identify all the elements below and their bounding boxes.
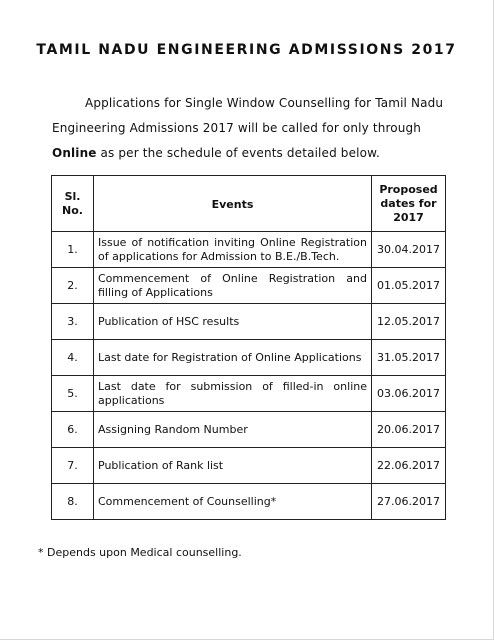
header-sl-no-line2: No. [62, 203, 83, 217]
row-event: Issue of notification inviting Online Registration of applications for Admission to B.E./B.Tech. [94, 232, 372, 268]
intro-text-before: Applications for Single Window Counselling for Tamil Nadu Engineering Admissions 2017 will be called for only through [52, 96, 444, 135]
header-events: Events [94, 176, 372, 232]
intro-paragraph [52, 91, 444, 166]
header-dates-line2: dates for [380, 196, 437, 210]
intro-bold-word: Online [52, 146, 97, 160]
table-row [52, 268, 446, 304]
footnote: * Depends upon Medical counselling. [38, 546, 242, 559]
row-number: 4. [52, 340, 94, 376]
row-date: 12.05.2017 [372, 304, 446, 340]
row-date: 30.04.2017 [372, 232, 446, 268]
table-row [52, 448, 446, 484]
header-dates-line3: 2017 [393, 210, 424, 224]
row-number: 1. [52, 232, 94, 268]
row-event: Commencement of Counselling* [94, 484, 372, 520]
row-event: Publication of HSC results [94, 304, 372, 340]
row-number: 6. [52, 412, 94, 448]
table-row [52, 232, 446, 268]
intro-text-after: as per the schedule of events detailed below. [96, 146, 380, 160]
row-date: 22.06.2017 [372, 448, 446, 484]
row-event: Last date for Registration of Online Applications [94, 340, 372, 376]
row-event: Assigning Random Number [94, 412, 372, 448]
table-row [52, 484, 446, 520]
header-dates-line1: Proposed [379, 182, 438, 196]
row-event: Commencement of Online Registration and filling of Applications [94, 268, 372, 304]
header-sl-no [52, 176, 94, 232]
header-dates [372, 176, 446, 232]
row-number: 8. [52, 484, 94, 520]
row-date: 31.05.2017 [372, 340, 446, 376]
page-title: TAMIL NADU ENGINEERING ADMISSIONS 2017 [36, 42, 457, 58]
row-date: 03.06.2017 [372, 376, 446, 412]
row-date: 27.06.2017 [372, 484, 446, 520]
row-number: 3. [52, 304, 94, 340]
row-date: 20.06.2017 [372, 412, 446, 448]
row-number: 2. [52, 268, 94, 304]
row-number: 7. [52, 448, 94, 484]
schedule-table [51, 175, 446, 520]
row-number: 5. [52, 376, 94, 412]
table-row [52, 304, 446, 340]
header-sl-no-line1: Sl. [64, 189, 81, 203]
row-date: 01.05.2017 [372, 268, 446, 304]
table-header-row [52, 176, 446, 232]
row-event: Publication of Rank list [94, 448, 372, 484]
table-row [52, 412, 446, 448]
row-event: Last date for submission of filled-in online applications [94, 376, 372, 412]
table-row [52, 340, 446, 376]
table-row [52, 376, 446, 412]
